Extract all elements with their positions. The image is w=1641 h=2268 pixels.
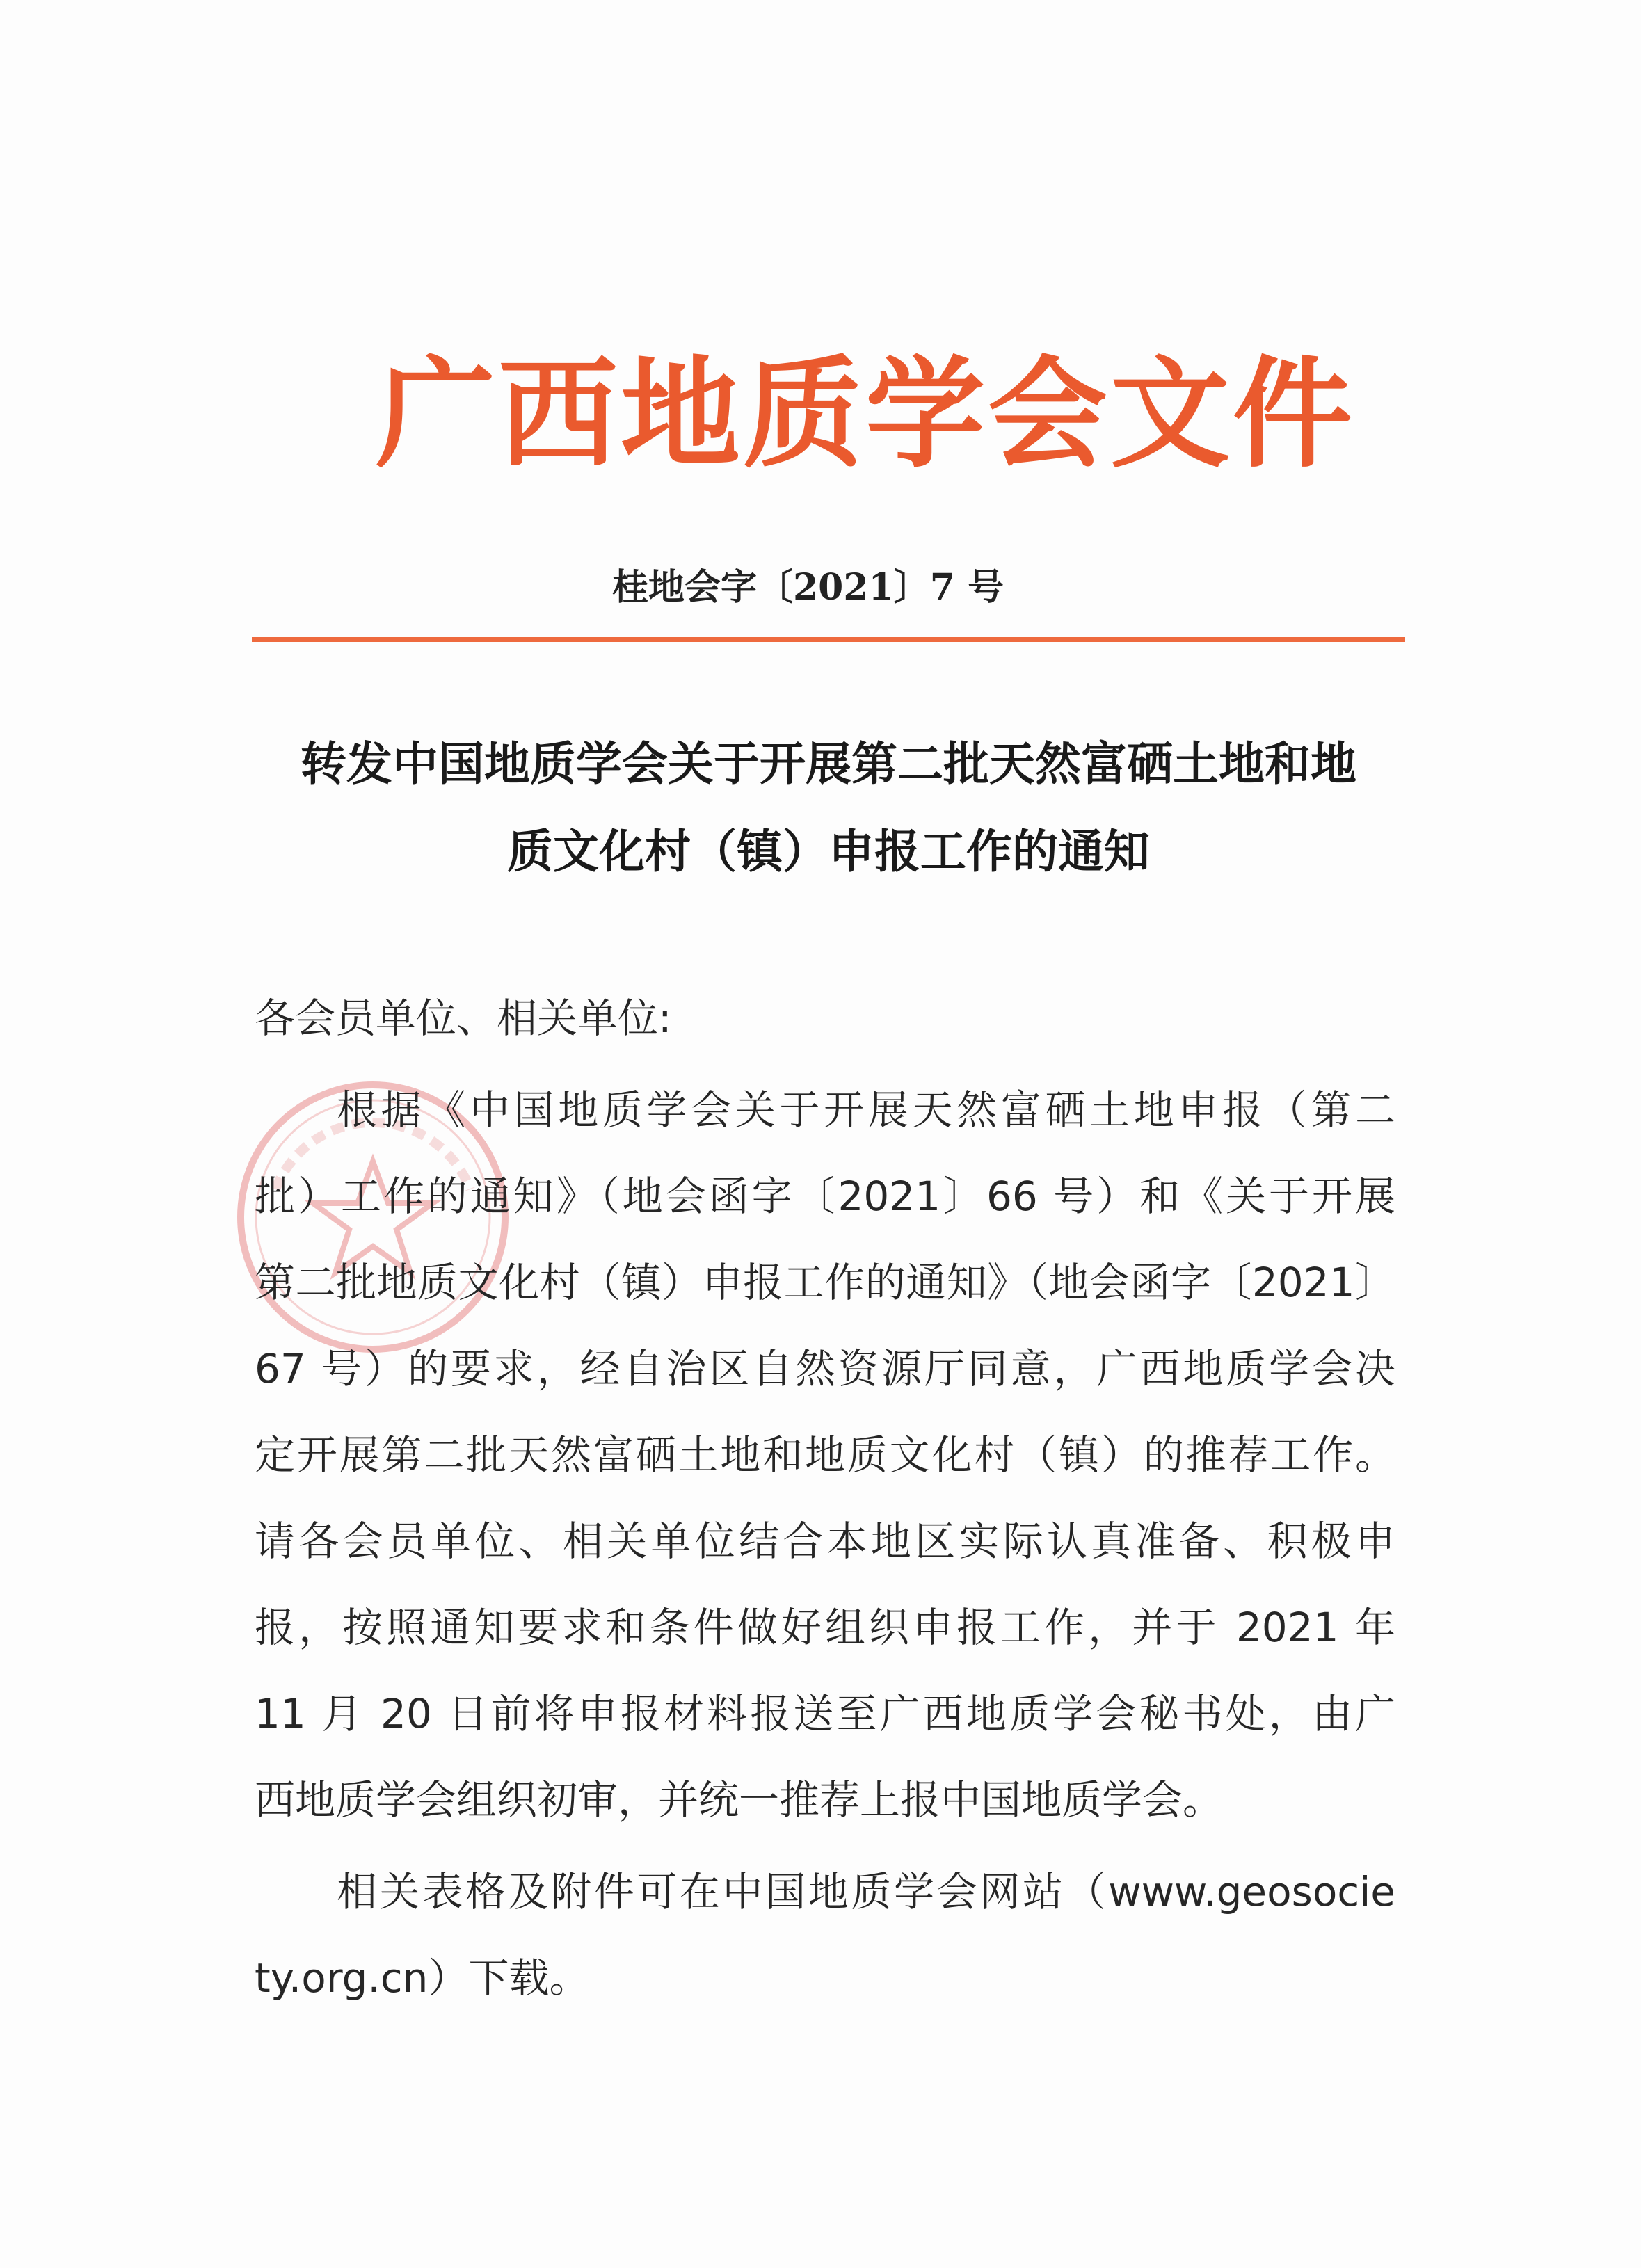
document-body	[255, 975, 1395, 2021]
masthead-title: 广西地质学会文件	[376, 343, 1355, 484]
paragraph1-line: 定开展第二批天然富硒土地和地质文化村（镇）的推荐工作。	[255, 1431, 1395, 1479]
title-line-2: 质文化村（镇）申报工作的通知	[507, 824, 1150, 878]
paragraph1-line: 请各会员单位、相关单位结合本地区实际认真准备、积极申	[255, 1518, 1395, 1565]
paragraph2-line: ty.org.cn）下载。	[255, 1954, 590, 2002]
paragraph1-line: 批）工作的通知》（地会函字〔2021〕66 号）和《关于开展	[255, 1173, 1395, 1220]
document-title	[252, 720, 1405, 895]
paragraph2-line: 相关表格及附件可在中国地质学会网站（www.geosocie	[337, 1868, 1395, 1915]
paragraph1-line: 11 月 20 日前将申报材料报送至广西地质学会秘书处，由广	[255, 1690, 1395, 1737]
salutation: 各会员单位、相关单位:	[255, 995, 672, 1042]
document-number: 桂地会字〔2021〕7 号	[612, 566, 1004, 609]
title-line-1: 转发中国地质学会关于开展第二批天然富硒土地和地	[301, 737, 1356, 791]
paragraph1-line: 报，按照通知要求和条件做好组织申报工作，并于 2021 年	[255, 1604, 1395, 1651]
paragraph1-line: 67 号）的要求，经自治区自然资源厅同意，广西地质学会决	[255, 1345, 1395, 1392]
paragraph1-line: 西地质学会组织初审，并统一推荐上报中国地质学会。	[255, 1776, 1224, 1824]
paragraph1-line: 第二批地质文化村（镇）申报工作的通知》（地会函字〔2021〕	[255, 1259, 1395, 1306]
red-divider-rule	[252, 637, 1405, 642]
paragraph1-line: 根据《中国地质学会关于开展天然富硒土地申报（第二	[337, 1086, 1395, 1134]
